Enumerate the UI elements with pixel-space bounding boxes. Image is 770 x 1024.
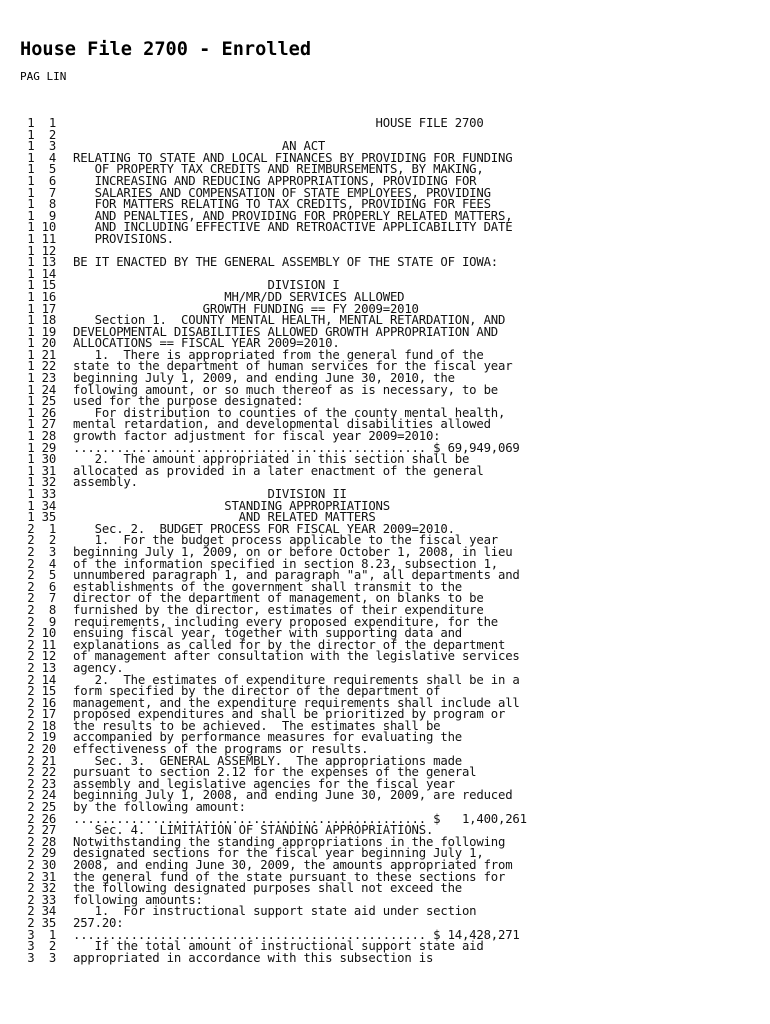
line-text: AN ACT	[73, 139, 326, 154]
line-number: 1 32	[20, 475, 57, 490]
line-text: used for the purpose designated:	[73, 394, 304, 409]
line-number: 2 7	[20, 591, 57, 606]
line-number: 1 25	[20, 394, 57, 409]
line-text: Section 1. COUNTY MENTAL HEALTH, MENTAL RETARDATION, AND	[73, 313, 506, 328]
line-text: unnumbered paragraph 1, and paragraph "a", all departments and	[73, 568, 520, 583]
line-text: 2. The estimates of expenditure requirements shall be in a	[73, 672, 520, 687]
line-number: 2 24	[20, 788, 57, 803]
line-text: assembly.	[73, 475, 138, 490]
line-text: SALARIES AND COMPENSATION OF STATE EMPLOYEES, PROVIDING	[73, 185, 491, 200]
line-text: DIVISION II	[73, 487, 347, 501]
line-text: HOUSE FILE 2700	[73, 116, 484, 130]
line-text: PROVISIONS.	[73, 231, 174, 246]
line-number: 2 5	[20, 568, 57, 583]
line-number: 2 2	[20, 533, 57, 548]
line-number: 2 26	[20, 811, 57, 826]
line-number: 1 12	[20, 243, 57, 258]
line-text: management, and the expenditure requirements shall include all	[73, 695, 520, 710]
line-number: 3 3	[20, 950, 57, 965]
line-text: Notwithstanding the standing appropriations in the following	[73, 834, 506, 849]
line-number: 2 34	[20, 904, 57, 919]
line-text: appropriated in accordance with this subsection is	[73, 950, 434, 965]
line-text: mental retardation, and developmental disabilities allowed	[73, 417, 491, 432]
line-text: GROWTH FUNDING == FY 2009=2010	[73, 301, 419, 316]
line-text: Sec. 3. GENERAL ASSEMBLY. The appropriations made	[73, 753, 462, 768]
line-number: 1 9	[20, 208, 57, 223]
line-text: following amount, or so much thereof as is necessary, to be	[73, 382, 498, 397]
line-number: 3 1	[20, 927, 57, 942]
line-text: MH/MR/DD SERVICES ALLOWED	[73, 289, 405, 304]
bill-line	[20, 257, 527, 269]
line-number: 2 16	[20, 695, 57, 710]
line-text: AND PENALTIES, AND PROVIDING FOR PROPERLY RELATED MATTERS,	[73, 208, 513, 223]
line-number: 1 17	[20, 301, 57, 316]
line-text: ................................................. $ 1,400,261	[73, 811, 527, 826]
line-text: the following designated purposes shall not exceed the	[73, 881, 462, 896]
line-number: 2 23	[20, 776, 57, 791]
line-text: agency.	[73, 660, 124, 675]
line-text: If the total amount of instructional support state aid	[73, 939, 484, 954]
line-text: the results to be achieved. The estimates shall be	[73, 718, 441, 733]
line-number: 1 7	[20, 185, 57, 200]
line-number: 1 34	[20, 498, 57, 513]
line-number: 2 14	[20, 672, 57, 687]
bill-line	[20, 231, 527, 246]
line-number: 2 25	[20, 800, 57, 815]
line-number: 2 22	[20, 765, 57, 780]
line-number: 2 27	[20, 823, 57, 838]
line-text: 1. There is appropriated from the general fund of the	[73, 347, 484, 362]
line-number: 2 18	[20, 718, 57, 733]
line-text: 2008, and ending June 30, 2009, the amounts appropriated from	[73, 858, 513, 872]
line-number: 1 10	[20, 220, 57, 235]
line-text: form specified by the director of the department of	[73, 684, 441, 699]
line-text: 1. For instructional support state aid under section	[73, 904, 477, 919]
line-text: INCREASING AND REDUCING APPROPRIATIONS, PROVIDING FOR	[73, 173, 477, 188]
line-text: furnished by the director, estimates of their expenditure	[73, 602, 484, 617]
line-text: by the following amount:	[73, 800, 246, 815]
line-number: 2 19	[20, 730, 57, 745]
line-number: 2 30	[20, 858, 57, 872]
line-number: 1 33	[20, 487, 57, 501]
line-text: the general fund of the state pursuant to these sections for	[73, 869, 506, 884]
page-line-header: PAG LIN	[20, 70, 67, 83]
line-text: effectiveness of the programs or results.	[73, 742, 369, 757]
line-number: 2 21	[20, 753, 57, 768]
line-text: FOR MATTERS RELATING TO TAX CREDITS, PROVIDING FOR FEES	[73, 197, 491, 212]
line-text: STANDING APPROPRIATIONS	[73, 498, 390, 513]
line-number: 2 11	[20, 637, 57, 652]
line-text: establishments of the government shall transmit to the	[73, 579, 462, 594]
line-number: 2 6	[20, 579, 57, 594]
line-number: 1 3	[20, 139, 57, 154]
line-number: 2 29	[20, 846, 57, 861]
line-number: 1 22	[20, 359, 57, 374]
line-text: requirements, including every proposed expenditure, for the	[73, 614, 498, 629]
line-number: 1 18	[20, 313, 57, 328]
line-text: state to the department of human services for the fiscal year	[73, 359, 513, 374]
line-text: AND INCLUDING EFFECTIVE AND RETROACTIVE APPLICABILITY DATE	[73, 220, 513, 235]
line-number: 1 28	[20, 429, 57, 444]
line-number: 2 32	[20, 881, 57, 896]
line-number: 2 15	[20, 684, 57, 699]
line-text: allocated as provided in a later enactment of the general	[73, 463, 484, 478]
line-number: 2 28	[20, 834, 57, 849]
line-number: 2 35	[20, 915, 57, 930]
line-text: For distribution to counties of the county mental health,	[73, 405, 506, 420]
line-text: assembly and legislative agencies for the fiscal year	[73, 776, 455, 791]
line-number: 2 17	[20, 707, 57, 722]
line-number: 1 24	[20, 382, 57, 397]
line-text: proposed expenditures and shall be prioritized by program or	[73, 707, 506, 722]
line-text: pursuant to section 2.12 for the expenses of the general	[73, 765, 477, 780]
line-number: 1 35	[20, 510, 57, 525]
bill-line	[20, 118, 527, 130]
bill-line	[20, 950, 527, 965]
line-number: 1 4	[20, 150, 57, 165]
line-text: 2. The amount appropriated in this section shall be	[73, 452, 470, 467]
line-text: DIVISION I	[73, 278, 340, 293]
line-text: explanations as called for by the director of the department	[73, 637, 506, 652]
line-number: 2 9	[20, 614, 57, 629]
line-number: 2 3	[20, 544, 57, 559]
line-text: ensuing fiscal year, together with supporting data and	[73, 626, 462, 641]
line-number: 3 2	[20, 939, 57, 954]
line-text: ................................................. $ 14,428,271	[73, 927, 520, 942]
line-text: Sec. 4. LIMITATION OF STANDING APPROPRIATIONS.	[73, 823, 434, 838]
line-text: beginning July 1, 2009, and ending June 30, 2010, the	[73, 371, 455, 386]
line-text: accompanied by performance measures for evaluating the	[73, 730, 462, 745]
line-number: 1 27	[20, 417, 57, 432]
line-number: 2 31	[20, 869, 57, 884]
line-number: 1 19	[20, 324, 57, 339]
line-number: 1 6	[20, 173, 57, 188]
line-text: Sec. 2. BUDGET PROCESS FOR FISCAL YEAR 2009=2010.	[73, 521, 455, 536]
line-number: 1 11	[20, 231, 57, 246]
line-number: 2 20	[20, 742, 57, 757]
line-text: BE IT ENACTED BY THE GENERAL ASSEMBLY OF THE STATE OF IOWA:	[73, 255, 498, 270]
line-text: 257.20:	[73, 915, 124, 930]
line-text: RELATING TO STATE AND LOCAL FINANCES BY PROVIDING FOR FUNDING	[73, 150, 513, 165]
line-number: 1 26	[20, 405, 57, 420]
line-number: 2 10	[20, 626, 57, 641]
line-number: 1 13	[20, 255, 57, 270]
line-text: following amounts:	[73, 892, 203, 907]
line-text: ALLOCATIONS == FISCAL YEAR 2009=2010.	[73, 336, 340, 351]
line-number: 1 5	[20, 162, 57, 177]
line-number: 1 16	[20, 289, 57, 304]
line-text: OF PROPERTY TAX CREDITS AND REIMBURSEMENTS, BY MAKING,	[73, 162, 484, 177]
bill-text	[20, 118, 527, 964]
line-number: 2 1	[20, 521, 57, 536]
line-text: of management after consultation with the legislative services	[73, 649, 520, 664]
line-text: designated sections for the fiscal year beginning July 1,	[73, 846, 484, 861]
line-number: 1 2	[20, 127, 57, 142]
line-number: 1 30	[20, 452, 57, 467]
line-number: 2 8	[20, 602, 57, 617]
line-number: 1 15	[20, 278, 57, 293]
line-number: 1 20	[20, 336, 57, 351]
line-text: AND RELATED MATTERS	[73, 510, 376, 525]
line-text: ................................................. $ 69,949,069	[73, 440, 520, 455]
line-text: director of the department of management, on blanks to be	[73, 591, 484, 606]
line-number: 2 33	[20, 892, 57, 907]
document-title: House File 2700 - Enrolled	[20, 39, 312, 60]
line-number: 1 23	[20, 371, 57, 386]
line-text: beginning July 1, 2008, and ending June 30, 2009, are reduced	[73, 788, 513, 803]
line-text: of the information specified in section 8.23, subsection 1,	[73, 556, 498, 571]
line-number: 1 21	[20, 347, 57, 362]
line-number: 2 4	[20, 556, 57, 571]
line-number: 1 8	[20, 197, 57, 212]
line-number: 1 29	[20, 440, 57, 455]
line-number: 2 13	[20, 660, 57, 675]
line-text: growth factor adjustment for fiscal year 2009=2010:	[73, 429, 441, 444]
line-text: DEVELOPMENTAL DISABILITIES ALLOWED GROWTH APPROPRIATION AND	[73, 324, 498, 339]
line-text: 1. For the budget process applicable to the fiscal year	[73, 533, 498, 548]
line-number: 2 12	[20, 649, 57, 664]
line-number: 1 31	[20, 463, 57, 478]
line-number: 1 1	[20, 116, 57, 130]
line-text: beginning July 1, 2009, on or before October 1, 2008, in lieu	[73, 544, 513, 559]
line-number: 1 14	[20, 266, 57, 281]
